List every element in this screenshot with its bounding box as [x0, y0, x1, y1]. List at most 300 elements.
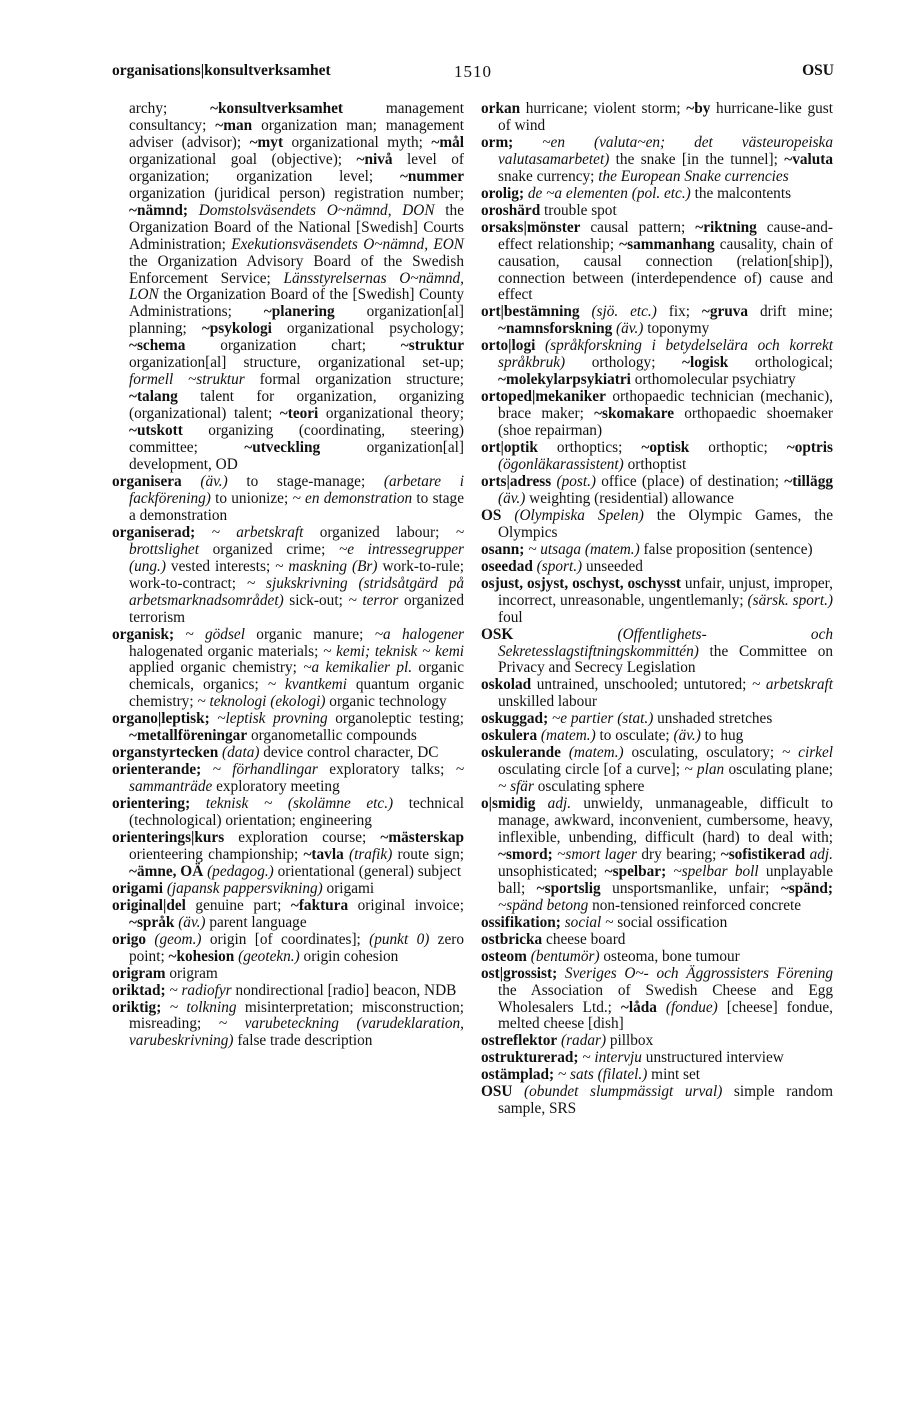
headword: ost|grossist;	[481, 964, 558, 982]
headword: original|del	[112, 896, 186, 914]
dictionary-entry	[481, 915, 833, 932]
definition-text: osculating plane;	[724, 761, 834, 779]
headword: ~mästerskap	[380, 828, 464, 846]
definition-text: organization[al] development, OD	[129, 439, 465, 474]
usage-text: ~leptisk provning	[217, 710, 328, 728]
usage-text: (geotekn.)	[238, 947, 300, 965]
definition-text: organization[al] planning;	[129, 303, 464, 338]
dictionary-entry	[481, 559, 833, 576]
definition-text: organized terrorism	[129, 591, 464, 626]
definition-text: formal organization structure;	[244, 371, 464, 389]
definition-text: archy;	[129, 100, 211, 117]
definition-text	[580, 303, 592, 320]
usage-text: (pedagog.)	[207, 862, 274, 880]
dictionary-entry	[481, 796, 833, 915]
headword: ~skomakare	[594, 405, 675, 423]
headword: organo|leptisk;	[112, 710, 210, 728]
dictionary-entry	[481, 677, 833, 711]
headword: ostbricka	[481, 930, 543, 948]
usage-text: Sveriges O~- och Äggrossisters Förening	[564, 964, 833, 982]
definition-text: unsophisticated;	[498, 862, 605, 880]
headword: ~tillägg	[784, 472, 833, 490]
definition-text: technical (technological) orientation; engineering	[129, 795, 464, 830]
dictionary-entry	[112, 762, 464, 796]
definition-text: to stage-manage;	[227, 472, 384, 490]
definition-text: organization[al] structure, organizational set-up;	[129, 354, 464, 372]
headword: organisk;	[112, 625, 175, 643]
usage-text: ~ en demonstration	[292, 489, 413, 507]
headword: oskolad	[481, 676, 532, 694]
usage-text: (matem.)	[568, 744, 624, 762]
headword: osjust, osjyst, oschyst, oschysst	[481, 574, 681, 592]
headword: ~sportslig	[536, 879, 601, 897]
headword: oriktad;	[112, 981, 166, 999]
headword: ~ämne, OÄ	[129, 862, 204, 880]
usage-text: (äv.)	[178, 913, 206, 931]
headword: orts|adress	[481, 472, 552, 490]
dictionary-entry	[112, 932, 464, 966]
definition-text: pillbox	[606, 1032, 654, 1050]
definition-text: social ossification	[613, 913, 728, 931]
definition-text	[561, 744, 569, 761]
headword: orolig;	[481, 184, 525, 202]
usage-text: (data)	[222, 744, 260, 762]
definition-text: organometallic compounds	[247, 727, 417, 745]
usage-text: ~ utsaga (matem.)	[528, 540, 640, 558]
headword: orto|logi	[481, 337, 536, 355]
headword: origami	[112, 879, 163, 897]
headword: ostämplad;	[481, 1066, 555, 1084]
dictionary-entry	[481, 101, 833, 135]
definition-text: orthopaedic technician (mechanic), brace maker;	[498, 388, 833, 423]
definition-text: hurricane-like gust of wind	[498, 100, 833, 134]
definition-text	[195, 524, 211, 541]
headword: ~språk	[129, 913, 175, 931]
usage-text: (japansk pappersvikning)	[166, 879, 323, 897]
usage-text: formell ~struktur	[129, 371, 245, 389]
usage-text: ~ gödsel	[185, 625, 245, 643]
dictionary-entry	[481, 135, 833, 186]
headword: ~nivå	[356, 150, 393, 168]
dictionary-entry	[481, 474, 833, 508]
dictionary-entry	[481, 203, 833, 220]
headword: organstyrtecken	[112, 744, 219, 762]
definition-text: origami	[322, 879, 375, 897]
definition-text: osculating sphere	[533, 778, 645, 796]
definition-text: the Association of Swedish Cheese and Egg Wholesalers Ltd.;	[498, 981, 833, 1016]
definition-text: origin cohesion	[299, 947, 399, 965]
definition-text: level of organization; organization level;	[129, 150, 464, 185]
definition-text: organized labour;	[303, 523, 456, 541]
headword: ort|bestämning	[481, 303, 580, 321]
definition-text: cheese board	[542, 930, 626, 948]
headword: organiserad;	[112, 523, 196, 541]
usage-text: Domstolsväsendets O~nämnd, DON	[198, 201, 435, 219]
usage-text: (trafik)	[348, 845, 393, 863]
definition-text: organizational goal (objective);	[129, 150, 357, 168]
headword: ~spelbar;	[604, 862, 667, 880]
dictionary-entry	[481, 304, 833, 338]
dictionary-entry	[481, 1067, 833, 1084]
headword: ~molekylarpsykiatri	[498, 371, 631, 389]
headword: oriktig;	[112, 998, 162, 1016]
usage-text: (bentumör)	[530, 947, 600, 965]
usage-text: ~spänd betong	[498, 896, 589, 914]
definition-text: the snake [in the tunnel];	[609, 150, 785, 168]
headword: osteom	[481, 947, 527, 965]
dictionary-entry	[481, 220, 833, 305]
definition-text: exploratory meeting	[212, 778, 340, 796]
headword: orientering;	[112, 795, 191, 813]
usage-text: ~smort lager	[557, 845, 637, 863]
dictionary-entry	[481, 1033, 833, 1050]
dictionary-entry	[481, 728, 833, 745]
definition-text: organizational theory;	[318, 405, 464, 423]
headword: ~logisk	[682, 354, 729, 372]
definition-text	[535, 337, 545, 354]
definition-text: organic technology	[325, 693, 447, 711]
usage-text: ~ radiofyr	[169, 981, 232, 999]
definition-text: zero point;	[129, 930, 464, 965]
headword: orm;	[481, 133, 514, 151]
usage-text: (äv.)	[616, 320, 644, 338]
definition-text: the malcontents	[690, 184, 792, 202]
definition-text: osteoma, bone tumour	[599, 947, 740, 965]
headword: ~man	[215, 116, 253, 134]
headword: ~konsultverksamhet	[210, 100, 343, 117]
definition-text: work-to-rule; work-to-contract;	[129, 557, 465, 592]
headword: ~faktura	[290, 896, 349, 914]
usage-text: ~a kemikalier pl.	[303, 659, 413, 677]
dictionary-entry	[481, 949, 833, 966]
dictionary-entry	[481, 389, 833, 440]
headword: ~mål	[431, 133, 464, 151]
headword: ~nämnd;	[129, 201, 188, 219]
definition-text: hurricane; violent storm;	[520, 100, 687, 117]
definition-text: causal pattern;	[580, 218, 696, 236]
headword: ~sammanhang	[619, 235, 715, 253]
headword: oskulerande	[481, 744, 561, 762]
definition-text: to hug	[700, 727, 744, 745]
definition-text: orthological;	[728, 354, 833, 372]
usage-text: social ~	[564, 913, 614, 931]
definition-text: the Olympic Games, the Olympics	[498, 506, 833, 541]
usage-text: de ~a elementen (pol. etc.)	[527, 184, 691, 202]
usage-text: (äv.)	[200, 472, 228, 490]
definition-text: unfair, unjust, improper, incorrect, unreasonable, ungentlemanly;	[498, 574, 833, 609]
dictionary-entry	[481, 711, 833, 728]
definition-text	[161, 999, 169, 1016]
headword: ~myt	[249, 133, 284, 151]
usage-text: ~ kemi; teknisk ~ kemi	[323, 642, 464, 660]
definition-text: unshaded stretches	[653, 710, 773, 728]
headword: origo	[112, 930, 146, 948]
header-first-entry: organisations|konsultverksamhet	[112, 62, 331, 79]
usage-text: ~a halogener	[374, 625, 464, 643]
dictionary-entry	[481, 542, 833, 559]
definition-text: dry bearing;	[636, 845, 721, 863]
headword: ~planering	[263, 303, 335, 321]
headword: ortoped|mekaniker	[481, 388, 606, 406]
headword: ~låda	[620, 998, 657, 1016]
usage-text: (äv.)	[498, 489, 526, 507]
headword: ~talang	[129, 388, 178, 406]
definition-text: weighting (residential) allowance	[525, 489, 734, 507]
definition-text: orthology;	[565, 354, 683, 372]
definition-text: quantum organic chemistry;	[129, 676, 464, 711]
usage-text: ~ intervju	[582, 1049, 642, 1067]
usage-text: (post.)	[556, 472, 596, 490]
headword: orienterings|kurs	[112, 828, 225, 846]
usage-text: the European Snake currencies	[598, 167, 789, 185]
headword: origram	[112, 964, 166, 982]
dictionary-entry	[112, 796, 464, 830]
definition-text: organizing (coordinating, steering) committee;	[129, 422, 464, 457]
left-column	[112, 101, 464, 1050]
usage-text: ~ varubeteckning (varudeklaration, varubeskrivning)	[129, 1015, 464, 1050]
definition-text: unsportsmanlike, unfair;	[600, 879, 781, 897]
definition-text: applied organic chemistry;	[129, 659, 304, 677]
definition-text: organic chemicals, organics;	[129, 659, 464, 694]
definition-text: false proposition (sentence)	[639, 540, 813, 558]
usage-text: (särsk. sport.)	[747, 591, 833, 609]
dictionary-entry-continued	[112, 101, 464, 474]
headword: OSK	[481, 625, 514, 643]
dictionary-entry	[112, 983, 464, 1000]
dictionary-entry	[112, 711, 464, 745]
definition-text: origram	[165, 964, 218, 982]
right-column	[481, 101, 833, 1118]
definition-text: management consultancy;	[129, 100, 464, 134]
dictionary-entry	[112, 898, 464, 932]
definition-text: osculating, osculatory;	[623, 744, 782, 762]
definition-text: organization chart;	[185, 337, 401, 355]
definition-text: to osculate;	[595, 727, 674, 745]
dictionary-entry	[481, 745, 833, 796]
usage-text: adj.	[809, 845, 833, 863]
usage-text: ~ maskning (Br)	[275, 557, 378, 575]
headword: ~teori	[279, 405, 319, 423]
definition-text: organic manure;	[244, 625, 375, 643]
page-number: 1510	[454, 62, 492, 81]
usage-text: adj.	[547, 795, 572, 813]
usage-text: (äv.)	[673, 727, 701, 745]
headword: orienterande;	[112, 761, 202, 779]
usage-text: teknisk ~ (skolämne etc.)	[205, 795, 394, 813]
headword: ~sofistikerad	[720, 845, 806, 863]
usage-text: ~en (valuta~en; det västeuropeiska valutasamarbetet)	[498, 133, 833, 168]
definition-text: organized crime;	[198, 540, 339, 558]
definition-text: foul	[498, 608, 523, 626]
definition-text	[557, 965, 565, 982]
definition-text: the Organization Board of the National [Swedish] Courts Administration;	[129, 201, 464, 253]
headword: ~metallföreningar	[129, 727, 248, 745]
usage-text: (sport.)	[536, 557, 583, 575]
dictionary-entry	[481, 932, 833, 949]
usage-text: (språkforskning i betydelselära och korrekt språkbruk)	[498, 337, 833, 372]
definition-text: exploratory talks;	[317, 761, 456, 779]
usage-text: ~ tolkning	[169, 998, 237, 1016]
headword: oskuggad;	[481, 710, 549, 728]
headword: OS	[481, 506, 502, 524]
dictionary-entry	[481, 338, 833, 389]
dictionary-entry	[112, 881, 464, 898]
headword: ~utveckling	[244, 439, 321, 457]
dictionary-entry	[481, 1050, 833, 1067]
definition-text: causality, chain of causation, causal connection (relation[ship]), connection between (interdependence of) cause and effect	[498, 235, 833, 304]
dictionary-entry	[112, 1000, 464, 1051]
headword: ~kohesion	[168, 947, 235, 965]
dictionary-entry	[112, 830, 464, 881]
dictionary-entry	[112, 627, 464, 712]
definition-text: osculating circle [of a curve];	[498, 761, 685, 779]
definition-text: simple random sample, SRS	[498, 1083, 833, 1118]
header-last-entry: OSU	[802, 62, 834, 79]
headword: ~psykologi	[201, 320, 272, 338]
usage-text: ~e intressegrupper (ung.)	[129, 540, 464, 575]
definition-text: snake currency;	[498, 167, 599, 185]
headword: orkan	[481, 100, 521, 117]
usage-text: ~ arbetskraft	[211, 523, 304, 541]
definition-text: route sign;	[392, 845, 464, 863]
definition-text: unseeded	[582, 557, 643, 575]
definition-text: toponymy	[643, 320, 710, 338]
dictionary-entry	[112, 966, 464, 983]
usage-text: ~ teknologi (ekologi)	[197, 693, 326, 711]
definition-text: exploration course;	[224, 828, 381, 846]
headword: ~by	[686, 100, 711, 117]
definition-text: vested interests;	[165, 557, 276, 575]
usage-text: (matem.)	[540, 727, 596, 745]
dictionary-entry	[112, 474, 464, 525]
usage-text: (ögonläkarassistent)	[498, 456, 624, 474]
definition-text: organizational psychology;	[271, 320, 464, 338]
definition-text: unplayable ball;	[498, 862, 833, 897]
definition-text: nondirectional [radio] beacon, NDB	[231, 981, 457, 999]
definition-text	[513, 626, 617, 643]
headword: organisera	[112, 472, 182, 490]
usage-text: ~ terror	[348, 591, 399, 609]
headword: ~optisk	[641, 439, 690, 457]
usage-text: (obundet slumpmässigt urval)	[524, 1083, 723, 1101]
usage-text: ~ förhandlingar	[212, 761, 318, 779]
definition-text: trouble spot	[540, 201, 617, 219]
usage-text: ~ plan	[684, 761, 725, 779]
definition-text: misinterpretation; misconstruction; misreading;	[129, 998, 465, 1033]
usage-text: (Olympiska Spelen)	[514, 506, 644, 524]
dictionary-entry	[112, 525, 464, 627]
definition-text: cause-and-effect relationship;	[498, 218, 833, 253]
headword: OSU	[481, 1083, 513, 1101]
definition-text	[535, 795, 547, 812]
definition-text: [cheese] fondue, melted cheese [dish]	[498, 998, 833, 1033]
dictionary-entry	[481, 966, 833, 1034]
usage-text: (fondue)	[665, 998, 718, 1016]
definition-text: orientational (general) subject	[273, 862, 462, 880]
definition-text: halogenated organic materials;	[129, 642, 324, 660]
definition-text: organization (juridical person) registration number;	[129, 184, 464, 202]
definition-text: the Committee on Privacy and Secrecy Legislation	[498, 642, 833, 677]
headword: oskulera	[481, 727, 538, 745]
definition-text: to unionize;	[210, 489, 293, 507]
headword: o|smidig	[481, 795, 536, 813]
definition-text: device control character, DC	[259, 744, 439, 762]
headword: orsaks|mönster	[481, 218, 581, 236]
headword: ossifikation;	[481, 913, 561, 931]
definition-text	[512, 1083, 524, 1100]
usage-text: (geom.)	[154, 930, 202, 948]
definition-text: orthoptic;	[689, 439, 787, 457]
dictionary-entry	[481, 576, 833, 627]
usage-text: ~ brottslighet	[129, 523, 465, 558]
usage-text: ~ sjukskrivning (stridsåtgärd på arbetsmarknadsområdet)	[129, 574, 464, 609]
definition-text	[657, 999, 666, 1016]
definition-text: orienteering championship;	[129, 845, 304, 863]
usage-text: ~ kvantkemi	[267, 676, 347, 694]
definition-text: unstructured interview	[641, 1049, 784, 1067]
usage-text: (punkt 0)	[369, 930, 430, 948]
headword: ~smord;	[498, 845, 553, 863]
usage-text: ~ sfär	[498, 778, 534, 796]
dictionary-entry	[481, 186, 833, 203]
definition-text: orthomolecular psychiatry	[630, 371, 796, 389]
usage-text: (sjö. etc.)	[591, 303, 657, 321]
definition-text: origin [of coordinates];	[201, 930, 370, 948]
definition-text: organizational myth;	[283, 133, 432, 151]
usage-text: ~ cirkel	[782, 744, 833, 762]
headword: ~schema	[129, 337, 186, 355]
definition-text	[501, 507, 514, 524]
headword: ~tavla	[303, 845, 344, 863]
definition-text: orthoptics;	[537, 439, 642, 457]
definition-text: orthoptist	[623, 456, 687, 474]
definition-text: genuine part;	[185, 896, 291, 914]
definition-text: to stage a demonstration	[129, 489, 464, 524]
definition-text	[513, 134, 542, 151]
definition-text: untrained, unschooled; untutored;	[531, 676, 752, 694]
dictionary-entry	[481, 508, 833, 542]
dictionary-entry	[481, 1084, 833, 1118]
headword: ~optris	[786, 439, 833, 457]
definition-text	[182, 473, 201, 490]
definition-text: sick-out;	[283, 591, 349, 609]
definition-text: unskilled labour	[498, 693, 597, 711]
headword: ~nummer	[399, 167, 464, 185]
definition-text: talent for organization, organizing (organizational) talent;	[129, 388, 464, 423]
headword: ostreflektor	[481, 1032, 558, 1050]
headword: osann;	[481, 540, 525, 558]
definition-text: organoleptic testing;	[327, 710, 464, 728]
definition-text	[190, 795, 206, 812]
headword: ort|optik	[481, 439, 538, 457]
usage-text: ~ sats (filatel.)	[557, 1066, 648, 1084]
definition-text: non-tensioned reinforced concrete	[588, 896, 802, 914]
definition-text: the Organization Board of the [Swedish] County Administrations;	[129, 286, 464, 321]
definition-text: orthopaedic shoemaker (shoe repairman)	[498, 405, 833, 440]
definition-text: office (place) of destination;	[596, 472, 785, 490]
usage-text: (radar)	[561, 1032, 607, 1050]
headword: ~struktur	[400, 337, 464, 355]
definition-text: false trade description	[233, 1032, 373, 1050]
running-head	[112, 62, 834, 86]
headword: ostrukturerad;	[481, 1049, 579, 1067]
definition-text: the Organization Advisory Board of the Swedish Enforcement Service;	[129, 252, 464, 287]
definition-text: organization man; management adviser (advisor);	[129, 116, 465, 151]
usage-text: (arbetare i fackförening)	[129, 472, 464, 507]
definition-text: mint set	[647, 1066, 701, 1084]
headword: ~valuta	[784, 150, 833, 168]
definition-text	[188, 202, 199, 219]
